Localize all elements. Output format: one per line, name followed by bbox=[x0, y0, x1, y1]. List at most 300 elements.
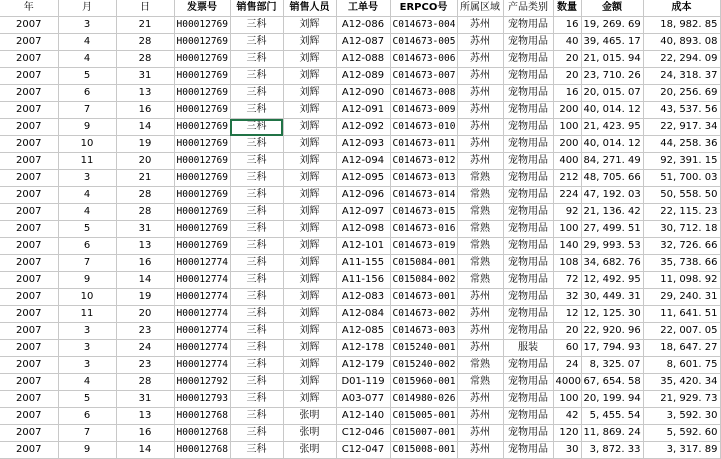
cell-year[interactable]: 2007 bbox=[0, 119, 58, 136]
cell-year[interactable]: 2007 bbox=[0, 34, 58, 51]
cell-salesperson[interactable]: 刘辉 bbox=[283, 170, 336, 187]
cell-workorder[interactable]: A12-087 bbox=[336, 34, 390, 51]
cell-category[interactable]: 宠物用品 bbox=[503, 306, 553, 323]
cell-salesperson[interactable]: 刘辉 bbox=[283, 34, 336, 51]
cell-salesperson[interactable]: 张明 bbox=[283, 442, 336, 459]
cell-day[interactable]: 28 bbox=[116, 374, 174, 391]
cell-invoice[interactable]: H00012769 bbox=[174, 238, 230, 255]
cell-invoice[interactable]: H00012769 bbox=[174, 102, 230, 119]
header-cell-workorder[interactable]: 工单号 bbox=[336, 0, 390, 17]
cell-year[interactable]: 2007 bbox=[0, 442, 58, 459]
cell-amount[interactable]: 11, 869. 24 bbox=[581, 425, 643, 442]
cell-salesperson[interactable]: 张明 bbox=[283, 408, 336, 425]
cell-amount[interactable]: 21, 136. 42 bbox=[581, 204, 643, 221]
cell-year[interactable]: 2007 bbox=[0, 238, 58, 255]
cell-year[interactable]: 2007 bbox=[0, 136, 58, 153]
cell-category[interactable]: 宠物用品 bbox=[503, 238, 553, 255]
cell-month[interactable]: 9 bbox=[58, 272, 116, 289]
cell-region[interactable]: 苏州 bbox=[457, 34, 503, 51]
cell-cost[interactable]: 3, 317. 89 bbox=[643, 442, 720, 459]
header-cell-month[interactable]: 月 bbox=[58, 0, 116, 17]
cell-dept[interactable]: 三科 bbox=[230, 340, 283, 357]
header-cell-amount[interactable]: 金额 bbox=[581, 0, 643, 17]
cell-invoice[interactable]: H00012769 bbox=[174, 153, 230, 170]
cell-dept[interactable]: 三科 bbox=[230, 357, 283, 374]
cell-month[interactable]: 7 bbox=[58, 425, 116, 442]
cell-workorder[interactable]: D01-119 bbox=[336, 374, 390, 391]
cell-month[interactable]: 3 bbox=[58, 170, 116, 187]
cell-salesperson[interactable]: 刘辉 bbox=[283, 204, 336, 221]
cell-category[interactable]: 宠物用品 bbox=[503, 272, 553, 289]
cell-workorder[interactable]: A12-140 bbox=[336, 408, 390, 425]
cell-dept[interactable]: 三科 bbox=[230, 51, 283, 68]
cell-qty[interactable]: 16 bbox=[553, 17, 581, 34]
cell-dept[interactable]: 三科 bbox=[230, 153, 283, 170]
cell-year[interactable]: 2007 bbox=[0, 357, 58, 374]
cell-dept[interactable]: 三科 bbox=[230, 272, 283, 289]
cell-cost[interactable]: 40, 893. 08 bbox=[643, 34, 720, 51]
cell-amount[interactable]: 22, 920. 96 bbox=[581, 323, 643, 340]
cell-workorder[interactable]: A12-085 bbox=[336, 323, 390, 340]
cell-salesperson[interactable]: 刘辉 bbox=[283, 51, 336, 68]
cell-invoice[interactable]: H00012768 bbox=[174, 442, 230, 459]
cell-region[interactable]: 苏州 bbox=[457, 442, 503, 459]
cell-amount[interactable]: 17, 794. 93 bbox=[581, 340, 643, 357]
cell-year[interactable]: 2007 bbox=[0, 68, 58, 85]
cell-month[interactable]: 4 bbox=[58, 204, 116, 221]
cell-category[interactable]: 宠物用品 bbox=[503, 255, 553, 272]
cell-category[interactable]: 宠物用品 bbox=[503, 187, 553, 204]
header-cell-category[interactable]: 产品类别 bbox=[503, 0, 553, 17]
cell-invoice[interactable]: H00012774 bbox=[174, 340, 230, 357]
cell-salesperson[interactable]: 刘辉 bbox=[283, 272, 336, 289]
cell-qty[interactable]: 72 bbox=[553, 272, 581, 289]
cell-day[interactable]: 23 bbox=[116, 323, 174, 340]
header-cell-day[interactable]: 日 bbox=[116, 0, 174, 17]
header-cell-cost[interactable]: 成本 bbox=[643, 0, 720, 17]
cell-cost[interactable]: 22, 294. 09 bbox=[643, 51, 720, 68]
cell-erpco[interactable]: C015240-001 bbox=[390, 340, 457, 357]
cell-qty[interactable]: 200 bbox=[553, 136, 581, 153]
cell-invoice[interactable]: H00012774 bbox=[174, 357, 230, 374]
cell-cost[interactable]: 18, 647. 27 bbox=[643, 340, 720, 357]
cell-day[interactable]: 20 bbox=[116, 153, 174, 170]
cell-category[interactable]: 宠物用品 bbox=[503, 68, 553, 85]
cell-salesperson[interactable]: 刘辉 bbox=[283, 340, 336, 357]
cell-cost[interactable]: 50, 558. 50 bbox=[643, 187, 720, 204]
cell-cost[interactable]: 11, 641. 51 bbox=[643, 306, 720, 323]
cell-month[interactable]: 5 bbox=[58, 221, 116, 238]
cell-workorder[interactable]: A12-088 bbox=[336, 51, 390, 68]
cell-category[interactable]: 服装 bbox=[503, 340, 553, 357]
cell-category[interactable]: 宠物用品 bbox=[503, 408, 553, 425]
cell-invoice[interactable]: H00012792 bbox=[174, 374, 230, 391]
cell-cost[interactable]: 5, 592. 60 bbox=[643, 425, 720, 442]
cell-workorder[interactable]: A12-090 bbox=[336, 85, 390, 102]
cell-year[interactable]: 2007 bbox=[0, 221, 58, 238]
cell-workorder[interactable]: A12-083 bbox=[336, 289, 390, 306]
cell-region[interactable]: 苏州 bbox=[457, 391, 503, 408]
cell-year[interactable]: 2007 bbox=[0, 51, 58, 68]
header-cell-invoice[interactable]: 发票号 bbox=[174, 0, 230, 17]
cell-amount[interactable]: 29, 993. 53 bbox=[581, 238, 643, 255]
cell-month[interactable]: 9 bbox=[58, 119, 116, 136]
cell-workorder[interactable]: A03-077 bbox=[336, 391, 390, 408]
cell-region[interactable]: 常熟 bbox=[457, 272, 503, 289]
cell-qty[interactable]: 4000 bbox=[553, 374, 581, 391]
cell-qty[interactable]: 16 bbox=[553, 85, 581, 102]
cell-workorder[interactable]: A12-094 bbox=[336, 153, 390, 170]
cell-day[interactable]: 19 bbox=[116, 136, 174, 153]
cell-salesperson[interactable]: 刘辉 bbox=[283, 85, 336, 102]
cell-category[interactable]: 宠物用品 bbox=[503, 153, 553, 170]
cell-dept[interactable]: 三科 bbox=[230, 408, 283, 425]
cell-cost[interactable]: 22, 007. 05 bbox=[643, 323, 720, 340]
cell-region[interactable]: 常熟 bbox=[457, 204, 503, 221]
header-cell-dept[interactable]: 销售部门 bbox=[230, 0, 283, 17]
cell-qty[interactable]: 20 bbox=[553, 51, 581, 68]
cell-dept[interactable]: 三科 bbox=[230, 323, 283, 340]
cell-month[interactable]: 4 bbox=[58, 374, 116, 391]
cell-region[interactable]: 苏州 bbox=[457, 68, 503, 85]
cell-day[interactable]: 16 bbox=[116, 425, 174, 442]
cell-month[interactable]: 5 bbox=[58, 68, 116, 85]
cell-category[interactable]: 宠物用品 bbox=[503, 17, 553, 34]
cell-erpco[interactable]: C014673-007 bbox=[390, 68, 457, 85]
cell-workorder[interactable]: A12-095 bbox=[336, 170, 390, 187]
cell-erpco[interactable]: C015007-001 bbox=[390, 425, 457, 442]
cell-qty[interactable]: 108 bbox=[553, 255, 581, 272]
cell-region[interactable]: 苏州 bbox=[457, 17, 503, 34]
cell-workorder[interactable]: A12-092 bbox=[336, 119, 390, 136]
cell-amount[interactable]: 19, 269. 69 bbox=[581, 17, 643, 34]
cell-cost[interactable]: 18, 982. 85 bbox=[643, 17, 720, 34]
cell-cost[interactable]: 22, 917. 34 bbox=[643, 119, 720, 136]
cell-erpco[interactable]: C014673-011 bbox=[390, 136, 457, 153]
cell-salesperson[interactable]: 刘辉 bbox=[283, 357, 336, 374]
cell-category[interactable]: 宠物用品 bbox=[503, 34, 553, 51]
cell-month[interactable]: 7 bbox=[58, 255, 116, 272]
header-cell-qty[interactable]: 数量 bbox=[553, 0, 581, 17]
cell-qty[interactable]: 140 bbox=[553, 238, 581, 255]
cell-month[interactable]: 7 bbox=[58, 102, 116, 119]
cell-region[interactable]: 常熟 bbox=[457, 187, 503, 204]
cell-year[interactable]: 2007 bbox=[0, 17, 58, 34]
cell-amount[interactable]: 21, 015. 94 bbox=[581, 51, 643, 68]
cell-year[interactable]: 2007 bbox=[0, 102, 58, 119]
cell-region[interactable]: 苏州 bbox=[457, 323, 503, 340]
cell-erpco[interactable]: C014673-001 bbox=[390, 289, 457, 306]
cell-invoice[interactable]: H00012768 bbox=[174, 408, 230, 425]
cell-category[interactable]: 宠物用品 bbox=[503, 85, 553, 102]
cell-invoice[interactable]: H00012769 bbox=[174, 136, 230, 153]
cell-erpco[interactable]: C014673-013 bbox=[390, 170, 457, 187]
cell-erpco[interactable]: C014980-026 bbox=[390, 391, 457, 408]
cell-month[interactable]: 3 bbox=[58, 340, 116, 357]
cell-day[interactable]: 28 bbox=[116, 187, 174, 204]
cell-dept[interactable]: 三科 bbox=[230, 442, 283, 459]
cell-month[interactable]: 3 bbox=[58, 323, 116, 340]
cell-workorder[interactable]: A12-089 bbox=[336, 68, 390, 85]
cell-salesperson[interactable]: 刘辉 bbox=[283, 119, 336, 136]
cell-dept[interactable]: 三科 bbox=[230, 374, 283, 391]
cell-invoice[interactable]: H00012769 bbox=[174, 51, 230, 68]
cell-day[interactable]: 28 bbox=[116, 51, 174, 68]
cell-category[interactable]: 宠物用品 bbox=[503, 289, 553, 306]
cell-month[interactable]: 4 bbox=[58, 51, 116, 68]
header-cell-salesperson[interactable]: 销售人员 bbox=[283, 0, 336, 17]
cell-qty[interactable]: 92 bbox=[553, 204, 581, 221]
cell-category[interactable]: 宠物用品 bbox=[503, 391, 553, 408]
cell-day[interactable]: 13 bbox=[116, 408, 174, 425]
cell-year[interactable]: 2007 bbox=[0, 170, 58, 187]
cell-erpco[interactable]: C014673-005 bbox=[390, 34, 457, 51]
cell-qty[interactable]: 100 bbox=[553, 119, 581, 136]
cell-workorder[interactable]: A11-155 bbox=[336, 255, 390, 272]
cell-day[interactable]: 14 bbox=[116, 272, 174, 289]
cell-qty[interactable]: 400 bbox=[553, 153, 581, 170]
cell-invoice[interactable]: H00012769 bbox=[174, 119, 230, 136]
header-cell-region[interactable]: 所属区域 bbox=[457, 0, 503, 17]
cell-amount[interactable]: 5, 455. 54 bbox=[581, 408, 643, 425]
cell-erpco[interactable]: C014673-010 bbox=[390, 119, 457, 136]
cell-cost[interactable]: 21, 929. 73 bbox=[643, 391, 720, 408]
cell-qty[interactable]: 120 bbox=[553, 425, 581, 442]
cell-cost[interactable]: 22, 115. 23 bbox=[643, 204, 720, 221]
cell-amount[interactable]: 27, 499. 51 bbox=[581, 221, 643, 238]
cell-region[interactable]: 常熟 bbox=[457, 238, 503, 255]
cell-erpco[interactable]: C014673-009 bbox=[390, 102, 457, 119]
cell-day[interactable]: 21 bbox=[116, 17, 174, 34]
cell-dept[interactable]: 三科 bbox=[230, 425, 283, 442]
cell-region[interactable]: 苏州 bbox=[457, 85, 503, 102]
cell-category[interactable]: 宠物用品 bbox=[503, 204, 553, 221]
cell-month[interactable]: 5 bbox=[58, 391, 116, 408]
cell-month[interactable]: 6 bbox=[58, 85, 116, 102]
cell-workorder[interactable]: A12-098 bbox=[336, 221, 390, 238]
cell-year[interactable]: 2007 bbox=[0, 289, 58, 306]
cell-region[interactable]: 苏州 bbox=[457, 102, 503, 119]
cell-month[interactable]: 6 bbox=[58, 238, 116, 255]
cell-erpco[interactable]: C014673-002 bbox=[390, 306, 457, 323]
cell-category[interactable]: 宠物用品 bbox=[503, 374, 553, 391]
cell-category[interactable]: 宠物用品 bbox=[503, 425, 553, 442]
cell-amount[interactable]: 48, 705. 66 bbox=[581, 170, 643, 187]
cell-amount[interactable]: 30, 449. 31 bbox=[581, 289, 643, 306]
cell-invoice[interactable]: H00012768 bbox=[174, 425, 230, 442]
header-cell-erpco[interactable]: ERPCO号 bbox=[390, 0, 457, 17]
cell-workorder[interactable]: C12-047 bbox=[336, 442, 390, 459]
cell-invoice[interactable]: H00012769 bbox=[174, 34, 230, 51]
cell-cost[interactable]: 35, 420. 34 bbox=[643, 374, 720, 391]
cell-cost[interactable]: 35, 738. 66 bbox=[643, 255, 720, 272]
cell-erpco[interactable]: C014673-015 bbox=[390, 204, 457, 221]
cell-invoice[interactable]: H00012769 bbox=[174, 68, 230, 85]
cell-salesperson[interactable]: 刘辉 bbox=[283, 17, 336, 34]
cell-region[interactable]: 苏州 bbox=[457, 153, 503, 170]
cell-region[interactable]: 苏州 bbox=[457, 306, 503, 323]
cell-workorder[interactable]: A12-179 bbox=[336, 357, 390, 374]
cell-region[interactable]: 常熟 bbox=[457, 255, 503, 272]
cell-month[interactable]: 4 bbox=[58, 34, 116, 51]
cell-erpco[interactable]: C015084-002 bbox=[390, 272, 457, 289]
cell-day[interactable]: 13 bbox=[116, 238, 174, 255]
cell-erpco[interactable]: C014673-014 bbox=[390, 187, 457, 204]
cell-salesperson[interactable]: 刘辉 bbox=[283, 68, 336, 85]
cell-category[interactable]: 宠物用品 bbox=[503, 221, 553, 238]
cell-invoice[interactable]: H00012769 bbox=[174, 187, 230, 204]
cell-amount[interactable]: 12, 125. 30 bbox=[581, 306, 643, 323]
cell-cost[interactable]: 92, 391. 15 bbox=[643, 153, 720, 170]
cell-cost[interactable]: 20, 256. 69 bbox=[643, 85, 720, 102]
cell-dept[interactable]: 三科 bbox=[230, 306, 283, 323]
cell-amount[interactable]: 47, 192. 03 bbox=[581, 187, 643, 204]
cell-year[interactable]: 2007 bbox=[0, 306, 58, 323]
cell-year[interactable]: 2007 bbox=[0, 153, 58, 170]
cell-year[interactable]: 2007 bbox=[0, 255, 58, 272]
cell-invoice[interactable]: H00012774 bbox=[174, 289, 230, 306]
cell-erpco[interactable]: C014673-016 bbox=[390, 221, 457, 238]
cell-invoice[interactable]: H00012774 bbox=[174, 306, 230, 323]
cell-salesperson[interactable]: 刘辉 bbox=[283, 136, 336, 153]
cell-year[interactable]: 2007 bbox=[0, 391, 58, 408]
cell-salesperson[interactable]: 张明 bbox=[283, 425, 336, 442]
cell-month[interactable]: 10 bbox=[58, 136, 116, 153]
cell-dept[interactable]: 三科 bbox=[230, 136, 283, 153]
cell-day[interactable]: 16 bbox=[116, 102, 174, 119]
cell-year[interactable]: 2007 bbox=[0, 323, 58, 340]
cell-day[interactable]: 28 bbox=[116, 204, 174, 221]
cell-erpco[interactable]: C014673-012 bbox=[390, 153, 457, 170]
cell-year[interactable]: 2007 bbox=[0, 408, 58, 425]
cell-cost[interactable]: 43, 537. 56 bbox=[643, 102, 720, 119]
cell-invoice[interactable]: H00012774 bbox=[174, 272, 230, 289]
cell-erpco[interactable]: C014673-003 bbox=[390, 323, 457, 340]
cell-dept[interactable]: 三科 bbox=[230, 34, 283, 51]
cell-cost[interactable]: 51, 700. 03 bbox=[643, 170, 720, 187]
cell-day[interactable]: 28 bbox=[116, 34, 174, 51]
cell-dept[interactable]: 三科 bbox=[230, 119, 283, 136]
cell-month[interactable]: 10 bbox=[58, 289, 116, 306]
cell-invoice[interactable]: H00012774 bbox=[174, 255, 230, 272]
cell-dept[interactable]: 三科 bbox=[230, 238, 283, 255]
cell-dept[interactable]: 三科 bbox=[230, 255, 283, 272]
cell-category[interactable]: 宠物用品 bbox=[503, 136, 553, 153]
cell-amount[interactable]: 40, 014. 12 bbox=[581, 102, 643, 119]
cell-erpco[interactable]: C015005-001 bbox=[390, 408, 457, 425]
cell-amount[interactable]: 21, 423. 95 bbox=[581, 119, 643, 136]
cell-qty[interactable]: 200 bbox=[553, 102, 581, 119]
cell-invoice[interactable]: H00012793 bbox=[174, 391, 230, 408]
header-cell-year[interactable]: 年 bbox=[0, 0, 58, 17]
cell-region[interactable]: 苏州 bbox=[457, 408, 503, 425]
cell-workorder[interactable]: A12-096 bbox=[336, 187, 390, 204]
cell-qty[interactable]: 40 bbox=[553, 34, 581, 51]
cell-month[interactable]: 11 bbox=[58, 153, 116, 170]
cell-year[interactable]: 2007 bbox=[0, 425, 58, 442]
cell-day[interactable]: 31 bbox=[116, 221, 174, 238]
cell-day[interactable]: 14 bbox=[116, 442, 174, 459]
cell-category[interactable]: 宠物用品 bbox=[503, 357, 553, 374]
cell-amount[interactable]: 20, 015. 07 bbox=[581, 85, 643, 102]
cell-region[interactable]: 常熟 bbox=[457, 221, 503, 238]
cell-amount[interactable]: 34, 682. 76 bbox=[581, 255, 643, 272]
cell-qty[interactable]: 32 bbox=[553, 289, 581, 306]
cell-amount[interactable]: 20, 199. 94 bbox=[581, 391, 643, 408]
cell-category[interactable]: 宠物用品 bbox=[503, 170, 553, 187]
cell-qty[interactable]: 224 bbox=[553, 187, 581, 204]
cell-day[interactable]: 21 bbox=[116, 170, 174, 187]
cell-salesperson[interactable]: 刘辉 bbox=[283, 289, 336, 306]
cell-salesperson[interactable]: 刘辉 bbox=[283, 102, 336, 119]
cell-year[interactable]: 2007 bbox=[0, 187, 58, 204]
cell-month[interactable]: 11 bbox=[58, 306, 116, 323]
cell-salesperson[interactable]: 刘辉 bbox=[283, 221, 336, 238]
cell-workorder[interactable]: A12-178 bbox=[336, 340, 390, 357]
cell-dept[interactable]: 三科 bbox=[230, 391, 283, 408]
cell-invoice[interactable]: H00012769 bbox=[174, 17, 230, 34]
cell-qty[interactable]: 20 bbox=[553, 323, 581, 340]
cell-day[interactable]: 19 bbox=[116, 289, 174, 306]
cell-month[interactable]: 3 bbox=[58, 357, 116, 374]
cell-salesperson[interactable]: 刘辉 bbox=[283, 238, 336, 255]
cell-month[interactable]: 3 bbox=[58, 17, 116, 34]
cell-day[interactable]: 14 bbox=[116, 119, 174, 136]
cell-qty[interactable]: 100 bbox=[553, 221, 581, 238]
cell-erpco[interactable]: C014673-008 bbox=[390, 85, 457, 102]
cell-workorder[interactable]: C12-046 bbox=[336, 425, 390, 442]
cell-dept[interactable]: 三科 bbox=[230, 170, 283, 187]
cell-qty[interactable]: 30 bbox=[553, 442, 581, 459]
cell-category[interactable]: 宠物用品 bbox=[503, 119, 553, 136]
cell-region[interactable]: 苏州 bbox=[457, 136, 503, 153]
cell-cost[interactable]: 24, 318. 37 bbox=[643, 68, 720, 85]
cell-qty[interactable]: 24 bbox=[553, 357, 581, 374]
cell-salesperson[interactable]: 刘辉 bbox=[283, 323, 336, 340]
cell-qty[interactable]: 20 bbox=[553, 68, 581, 85]
cell-dept[interactable]: 三科 bbox=[230, 85, 283, 102]
cell-salesperson[interactable]: 刘辉 bbox=[283, 374, 336, 391]
cell-qty[interactable]: 212 bbox=[553, 170, 581, 187]
cell-category[interactable]: 宠物用品 bbox=[503, 102, 553, 119]
cell-erpco[interactable]: C014673-019 bbox=[390, 238, 457, 255]
cell-amount[interactable]: 84, 271. 49 bbox=[581, 153, 643, 170]
cell-year[interactable]: 2007 bbox=[0, 340, 58, 357]
cell-salesperson[interactable]: 刘辉 bbox=[283, 391, 336, 408]
cell-amount[interactable]: 12, 492. 95 bbox=[581, 272, 643, 289]
cell-dept[interactable]: 三科 bbox=[230, 187, 283, 204]
cell-amount[interactable]: 23, 710. 26 bbox=[581, 68, 643, 85]
cell-region[interactable]: 苏州 bbox=[457, 425, 503, 442]
cell-region[interactable]: 苏州 bbox=[457, 340, 503, 357]
cell-erpco[interactable]: C014673-004 bbox=[390, 17, 457, 34]
cell-workorder[interactable]: A12-084 bbox=[336, 306, 390, 323]
cell-invoice[interactable]: H00012774 bbox=[174, 323, 230, 340]
cell-day[interactable]: 23 bbox=[116, 357, 174, 374]
cell-workorder[interactable]: A12-093 bbox=[336, 136, 390, 153]
cell-salesperson[interactable]: 刘辉 bbox=[283, 153, 336, 170]
cell-qty[interactable]: 60 bbox=[553, 340, 581, 357]
cell-year[interactable]: 2007 bbox=[0, 85, 58, 102]
cell-year[interactable]: 2007 bbox=[0, 272, 58, 289]
cell-amount[interactable]: 39, 465. 17 bbox=[581, 34, 643, 51]
cell-category[interactable]: 宠物用品 bbox=[503, 323, 553, 340]
cell-cost[interactable]: 8, 601. 75 bbox=[643, 357, 720, 374]
cell-day[interactable]: 20 bbox=[116, 306, 174, 323]
cell-amount[interactable]: 40, 014. 12 bbox=[581, 136, 643, 153]
cell-region[interactable]: 苏州 bbox=[457, 289, 503, 306]
cell-salesperson[interactable]: 刘辉 bbox=[283, 306, 336, 323]
